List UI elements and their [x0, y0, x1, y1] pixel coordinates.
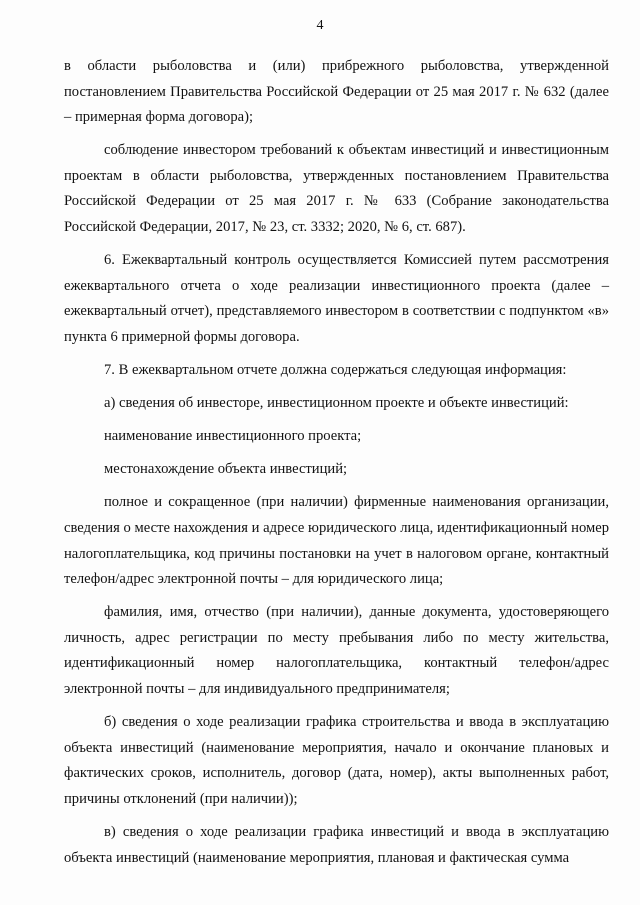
paragraph-2: соблюдение инвестором требований к объектам инвестиций и инвестиционным проектам в области рыболовства, утвержденных постановлением Правительства Российской Федерации от 25 мая 2017 г. № 633 (Собрание законодательства Российской Федерации, 2017, № 23, ст. 3332; 2020, № 6, ст. 687).: [64, 142, 609, 236]
paragraph-9: фамилия, имя, отчество (при наличии), данные документа, удостоверяющего личность, адрес регистрации по месту пребывания либо по месту жительства, идентификационный номер налогоплательщика, контактный телефон/адрес электронной почты – для индивидуального предпринимателя;: [64, 604, 609, 698]
paragraph-5: а) сведения об инвесторе, инвестиционном проекте и объекте инвестиций:: [104, 395, 569, 412]
page-number: 4: [316, 18, 324, 33]
paragraph-1: в области рыболовства и (или) прибрежного рыболовства, утвержденной постановлением Правительства Российской Федерации от 25 мая 2017 г. № 632 (далее – примерная форма договора);: [64, 58, 609, 126]
paragraph-7: местонахождение объекта инвестиций;: [104, 461, 348, 478]
paragraph-10: б) сведения о ходе реализации графика строительства и ввода в эксплуатацию объекта инвестиций (наименование мероприятия, начало и окончание плановых и фактических сроков, исполнитель, договор (дата, номер), акты выполненных работ, причины отклонений (при наличии));: [64, 714, 609, 807]
document-body: [64, 54, 609, 879]
paragraph-6: наименование инвестиционного проекта;: [104, 428, 362, 445]
paragraph-4: 7. В ежеквартальном отчете должна содержаться следующая информация:: [104, 362, 567, 379]
paragraph-3: 6. Ежеквартальный контроль осуществляется Комиссией путем рассмотрения ежеквартального отчета о ходе реализации инвестиционного проекта (далее – ежеквартальный отчет), представляемого инвестором в соответствии с подпунктом «в» пункта 6 примерной формы договора.: [64, 252, 609, 345]
paragraph-11: в) сведения о ходе реализации графика инвестиций и ввода в эксплуатацию объекта инвестиций (наименование мероприятия, плановая и фактическая сумма: [64, 824, 609, 866]
paragraph-8: полное и сокращенное (при наличии) фирменные наименования организации, сведения о месте нахождения и адресе юридического лица, идентификационный номер налогоплательщика, код причины постановки на учет в налоговом органе, контактный телефон/адрес электронной почты – для юридического лица;: [64, 494, 609, 588]
